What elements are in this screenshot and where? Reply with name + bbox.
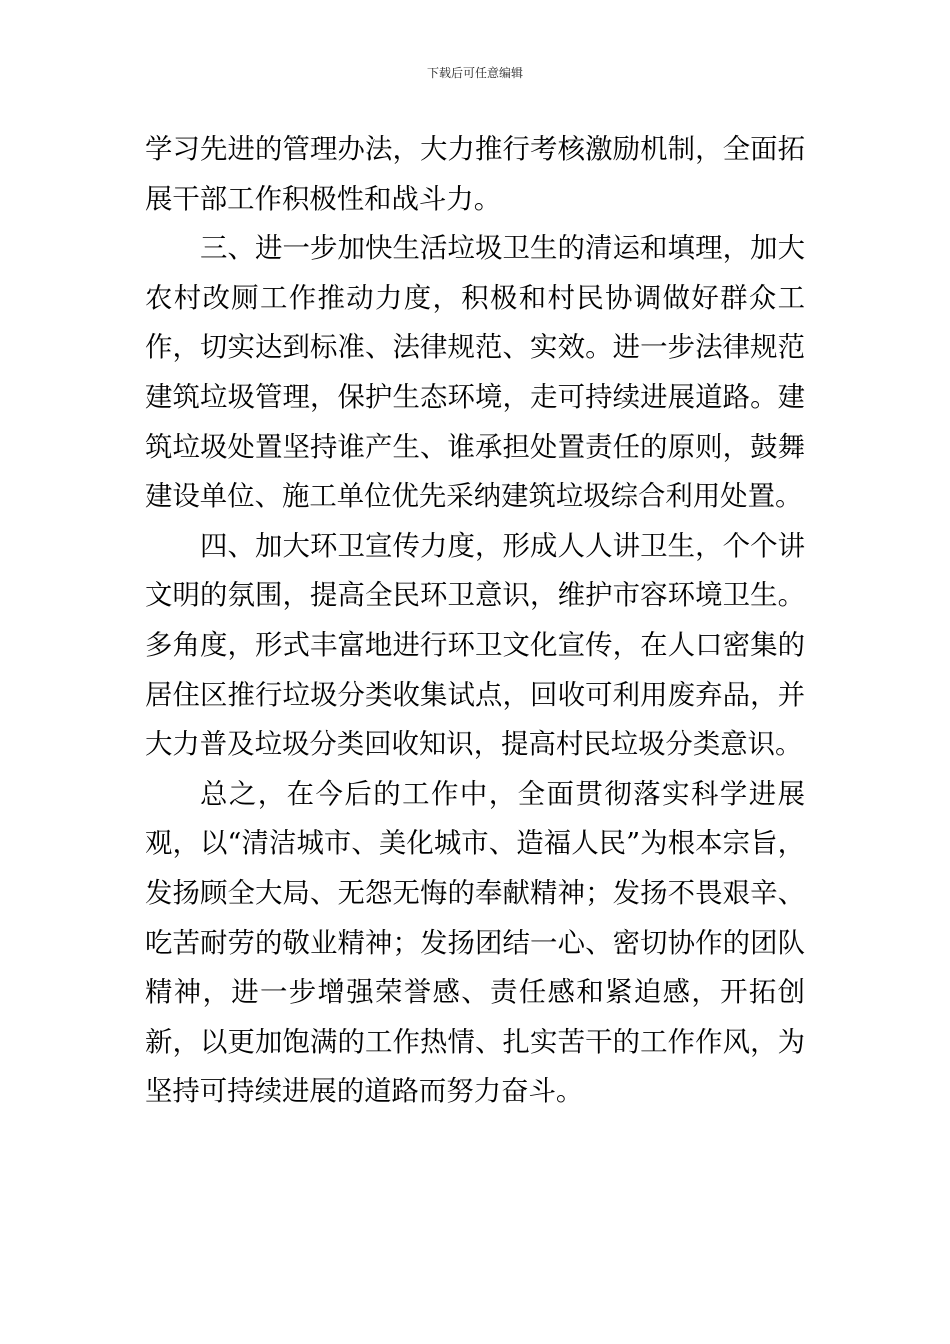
page-header-note: 下载后可任意编辑 (426, 66, 523, 80)
paragraph-section-four: 四、加大环卫宣传力度，形成人人讲卫生，个个讲文明的氛围，提高全民环卫意识，维护市容环境卫生。多角度，形式丰富地进行环卫文化宣传，在人口密集的居住区推行垃圾分类收集试点，回收可利用废弃品，并大力普及垃圾分类回收知识，提高村民垃圾分类意识。 (145, 530, 805, 761)
paragraph-conclusion: 总之，在今后的工作中，全面贯彻落实科学进展观，以“清洁城市、美化城市、造福人民”为根本宗旨，发扬顾全大局、无怨无悔的奉献精神；发扬不畏艰辛、吃苦耐劳的敬业精神；发扬团结一心、密切协作的团队精神，进一步增强荣誉感、责任感和紧迫感，开拓创新，以更加饱满的工作热情、扎实苦干的工作作风，为坚持可持续进展的道路而努力奋斗。 (145, 778, 805, 1108)
paragraph-continuation: 学习先进的管理办法，大力推行考核激励机制，全面拓展干部工作积极性和战斗力。 (145, 134, 805, 215)
document-body (145, 125, 805, 1117)
paragraph-section-three: 三、进一步加快生活垃圾卫生的清运和填理，加大农村改厕工作推动力度，积极和村民协调做好群众工作，切实达到标准、法律规范、实效。进一步法律规范建筑垃圾管理，保护生态环境，走可持续进展道路。建筑垃圾处置坚持谁产生、谁承担处置责任的原则，鼓舞建设单位、施工单位优先采纳建筑垃圾综合利用处置。 (145, 233, 805, 513)
